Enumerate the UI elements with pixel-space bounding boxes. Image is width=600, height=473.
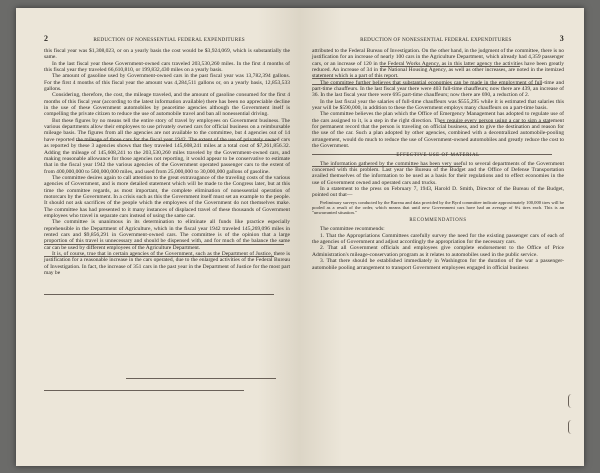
section-heading-recommendations: RECOMMENDATIONS: [409, 218, 467, 224]
right-page-number: 3: [559, 34, 564, 43]
pencil-underline: [44, 256, 274, 257]
right-page: [300, 8, 584, 466]
recommendations-intro: The committee recommends:: [320, 226, 385, 233]
right-paragraph-6: In a statement to the press on February 7, 1943, Harold D. Smith, Director of the Bureau of the Budget, pointed out that—: [312, 185, 564, 199]
pencil-underline: [126, 378, 276, 379]
left-running-title: REDUCTION OF NONESSENTIAL FEDERAL EXPENDITURES: [93, 37, 245, 43]
pencil-underline: [312, 84, 542, 85]
left-paragraph-8: It is, of course, true that in certain agencies of the Government, such as the Department of Justice, there is justification for a reasonable increase in the cars operated, due to the enlarged activities of the Federal Bureau of Investigation. In fact, the increase of 351 cars in the past year in the Department of Justice for the most part may be: [44, 251, 290, 277]
left-running-head: [44, 34, 290, 43]
right-paragraph-1: attributed to the Federal Bureau of Investigation. On the other hand, in the judgment of the committee, there is no justification for an increase of nearly 100 cars in the Agriculture Department, which already had 4,359 passenger cars, or an increase of 120 in the Federal Works Agency, as in this latter agency the activities have been greatly reduced. An increase of 34 in the National Housing Agency, as well as other increases, are noted in the itemized statement which is a part of this report.: [312, 48, 565, 80]
left-paragraph-6: The committee desires again to call attention to the great extravagance of the traveling costs of the various agencies of Government, and is more detailed statement which will be made to the Congress later, but at this time the committee regards, as most important, the complete elimination of nonessential operation of motorcars by the Government. In a crisis such as this the Government itself must set an example to the people. It should not ask sacrifices of the people which the employees of the Government do not themselves make. The committee has had presented to it many instances of displaced travel of these thousands of Government employees who travel in separate cars instead of using the same car.: [44, 174, 290, 219]
pencil-underline: [312, 166, 462, 167]
margin-bracket: [568, 420, 575, 434]
recommendation-item: 1. That the Appropriations Committees carefully survey the need for the existing passenger cars of each of the agencies of Government and adjust accordingly the appropriation for the necessary cars.: [312, 232, 564, 246]
right-paragraph-2: The committee further believes that substantial economies can be made in the employment of full-time and part-time chauffeurs. In the last fiscal year there were 403 full-time chauffeurs; now there are 439, an increase of 36. In the last fiscal year there were 695 part-time chauffeurs; now there are 690, a reduction of 2.: [312, 79, 564, 99]
left-paragraph-4: Considering, therefore, the cost, the mileage traveled, and the amount of gasoline consumed for the first 4 months of this fiscal year (according to the latest information available) there has been no appreciable decline in the use of these Government automobiles by peacetime agencies although the Government itself is compelling the private citizen to reduce the use of automobile travel and ban all nonessential driving.: [44, 92, 290, 118]
left-paragraph-7: The committee is unanimous in its determination to eliminate all funds like practice especially reprehensible in the Department of Agriculture, which in the fiscal year 1942 traveled 145,269,096 miles in rented cars and $9,856,291 in Government-owned cars. The committee is of the opinion that a large proportion of this travel is unnecessary and should be dispensed with, and for much of the balance the same car can be used by different employees of the Agriculture Department.: [44, 219, 290, 251]
recommendation-item: 3. That there should be established immediately in Washington for the duration of the war a passenger-automobile pooling arrangement to transport Government employees engaged in official business: [312, 258, 564, 271]
right-paragraph-3: In the last fiscal year the salaries of full-time chauffeurs was $555,295 while it is estimated that salaries this year will be $590,000, in addition to these the Government employs many chauffeurs on a part-time basis.: [312, 98, 564, 112]
document-spread: [16, 8, 584, 466]
left-page: [16, 8, 300, 466]
left-paragraph-2: In the last fiscal year these Government-owned cars traveled 203,530,260 miles. In the first 4 months of this fiscal year they traveled 66,610,810, or 199,832,430 miles on a yearly basis.: [44, 60, 290, 74]
pencil-underline: [44, 294, 274, 295]
pencil-underline: [76, 140, 276, 141]
right-running-head: [312, 34, 564, 43]
left-page-number: 2: [44, 34, 49, 43]
pencil-underline: [380, 66, 520, 67]
section-heading-material: EFFECTIVE USE OF MATERIAL: [396, 152, 480, 158]
left-paragraph-1: this fiscal year was $1,308,023, or on a yearly basis the cost would be $3,924,069, which is substantially the same.: [44, 48, 290, 61]
pencil-underline: [312, 78, 542, 79]
margin-bracket: [568, 394, 575, 408]
left-paragraph-3: The amount of gasoline used by Government-owned cars in the past fiscal year was 13,782,394 gallons. For the first 4 months of this fiscal year the amount was 4,284,511 gallons or, on a yearly basis, 12,853,533 gallons.: [44, 73, 290, 93]
recommendation-item: 2. That all Government officials and employees give complete endorsement to the Office of Price Administration's mileage-conservation program as it relates to automobiles used in the public service.: [312, 245, 564, 258]
right-paragraph-5: The information gathered by the committee has been very useful to several departments of the Government concerned with this problem. Last year the Bureau of the Budget and the Office of Defense Transportation availed themselves of the information to be used as a basis for their regulations and to effect economies in the use of Government owned and operated cars and trucks.: [312, 160, 564, 186]
right-paragraph-4: The committee believes the plan which the Office of Emergency Management has adopted to regulate use of the cars assigned to it, is a step in the right direction. They require every person using a car to sign a statement for permanent record that the person is traveling on official business, and to give the destination and reason for the use of the car. Such a plan adopted by other agencies, combined with a decentralized automobile-pooling arrangement, would do much to reduce the use of Government-owned automobiles and greatly reduce the cost to the Government.: [312, 111, 564, 150]
pencil-underline: [312, 154, 552, 155]
right-running-title: REDUCTION OF NONESSENTIAL FEDERAL EXPENDITURES: [360, 37, 512, 43]
pencil-underline: [44, 244, 284, 245]
left-paragraph-5: But these figures by no means tell the entire story of travel by employees on Government business. The various departments allow their employees to use privately owned cars for official business on a reimbursable mileage basis. The figures from all the agencies are not available to the committee, but 4 agencies out of 14 have reported the mileage of those cars for the fiscal year 1942. The extent of the use of privately owned cars as reported by these 3 agencies shows that they traveled 145,608,241 miles at a total cost of $7,261,856.32. Adding the mileage of 145,608,241 to the 203,530,260 miles traveled by the Government-owned cars, and making reasonable allowance for those agencies not reporting, it would appear to be conservative to estimate that in the fiscal year 1942 the various agencies of the Government operated passenger cars to the extent of from 400,000,000 to 500,000,000 miles, and used from 25,000,000 to 30,000,000 gallons of gasoline.: [44, 117, 290, 175]
block-quote: Preliminary surveys conducted by the Bureau and data provided by the Byrd committee indicate approximately 100,000 tires will be pooled as a result of the order, which means that until new Government cars have had an average of 6¼ tires each. This is an "unwarranted situation.": [312, 199, 564, 216]
pencil-underline: [44, 390, 244, 391]
pencil-underline: [440, 122, 550, 123]
